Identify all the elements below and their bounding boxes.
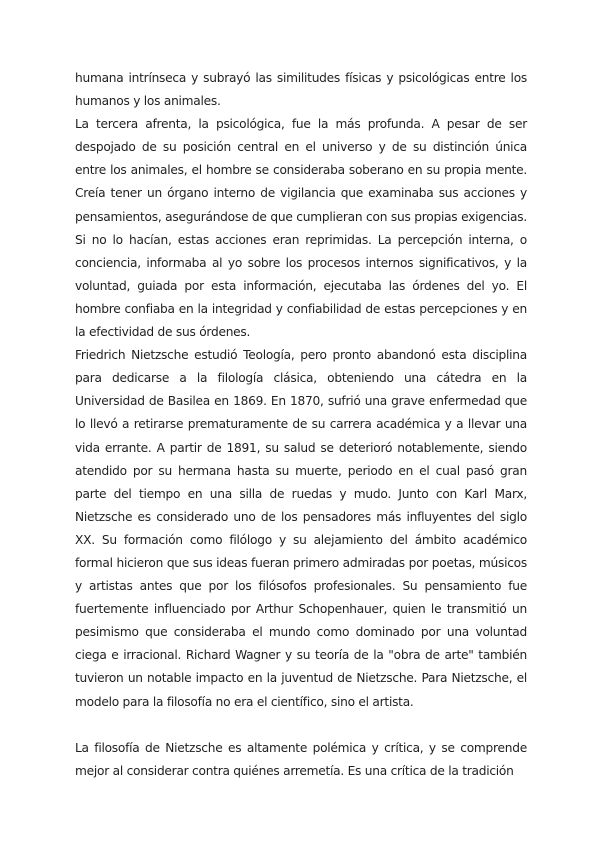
paragraph-psychological-affront: La tercera afrenta, la psicológica, fue la más profunda. A pesar de ser despojado de su posición central en el universo y de su distinción única entre los animales, el hombre se consideraba soberano en su propia mente. Creía tener un órgano interno de vigilancia que examinaba sus acciones y pensamientos, asegurándose de que cumplieran con sus propias exigencias. Si no lo hacían, estas acciones eran reprimidas. La percepción interna, o conciencia, informaba al yo sobre los procesos internos significativos, y la voluntad, guiada por esta información, ejecutaba las órdenes del yo. El hombre confiaba en la integridad y confiabilidad de estas percepciones y en la efectividad de sus órdenes. [75,117,527,340]
paragraph-continuation: humana intrínseca y subrayó las similitudes físicas y psicológicas entre los humanos y los animales. [75,71,527,109]
paragraph-nietzsche-biography: Friedrich Nietzsche estudió Teología, pero pronto abandonó esta disciplina para dedicarse a la filología clásica, obteniendo una cátedra en la Universidad de Basilea en 1869. En 1870, sufrió una grave enfermedad que lo llevó a retirarse prematuramente de su carrera académica y a llevar una vida errante. A partir de 1891, su salud se deterioró notablemente, siendo atendido por su hermana hasta su muerte, periodo en el cual pasó gran parte del tiempo en una silla de ruedas y mudo. Junto con Karl Marx, Nietzsche es considerado uno de los pensadores más influyentes del siglo XX. Su formación como filólogo y su alejamiento del ámbito académico formal hicieron que sus ideas fueran primero admiradas por poetas, músicos y artistas antes que por los filósofos profesionales. Su pensamiento fue fuertemente influenciado por Arthur Schopenhauer, quien le transmitió un pesimismo que consideraba el mundo como dominado por una voluntad ciega e irracional. Richard Wagner y su teoría de la "obra de arte" también tuvieron un notable impacto en la juventud de Nietzsche. Para Nietzsche, el modelo para la filosofía no era el científico, sino el artista. [75,348,527,709]
paragraph-nietzsche-philosophy: La filosofía de Nietzsche es altamente polémica y crítica, y se comprende mejor al considerar contra quiénes arremetía. Es una crítica de la tradición [75,740,527,778]
document-page [75,67,527,783]
